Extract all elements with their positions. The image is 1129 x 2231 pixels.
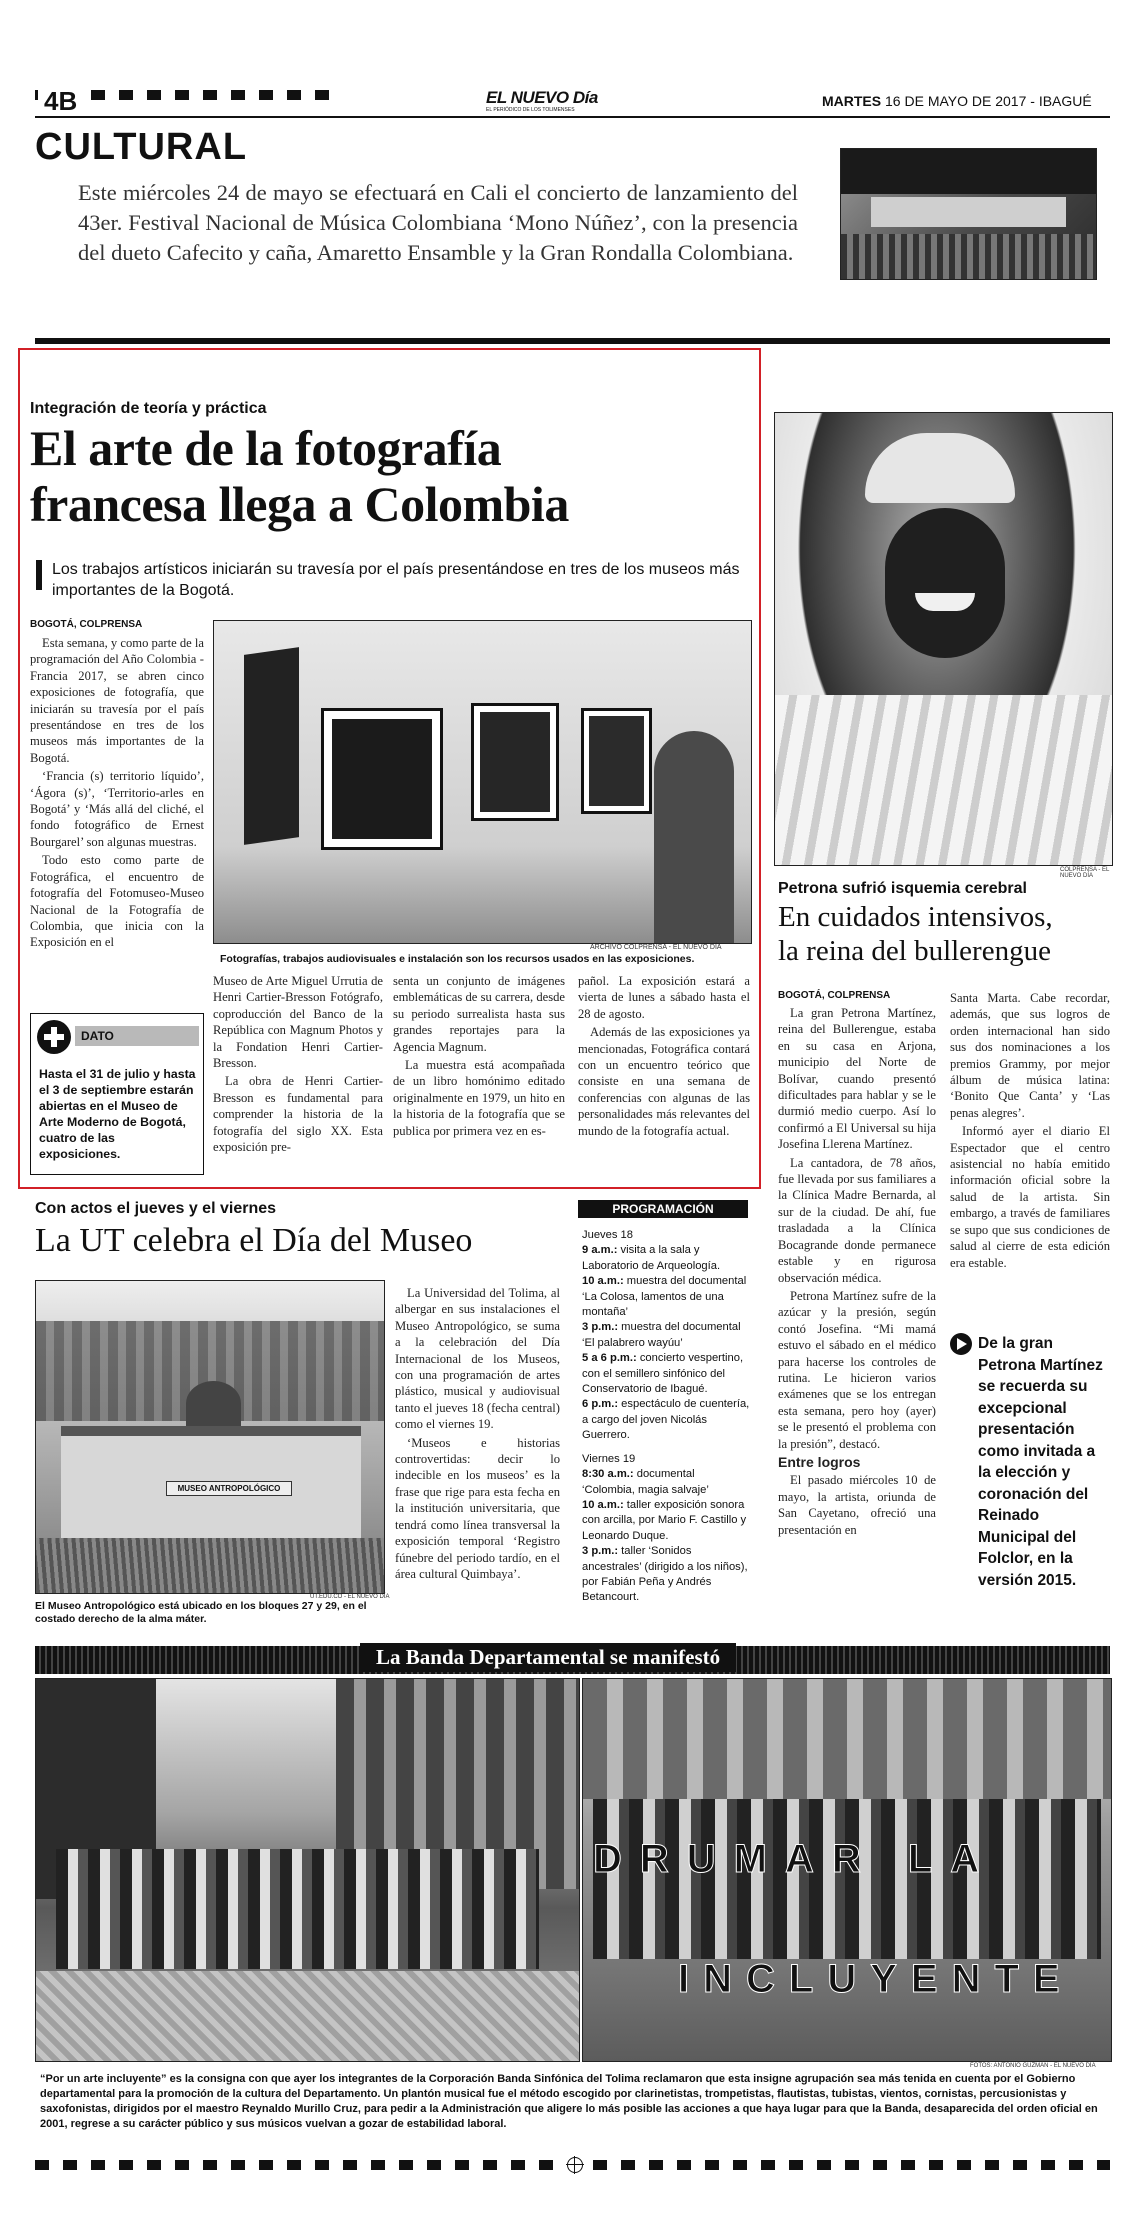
frame-shape: [244, 647, 299, 845]
petrona-photo-credit: COLPRENSA - EL NUEVO DÍA: [1060, 867, 1110, 879]
schedule-item: [582, 1544, 750, 1606]
schedule-time: 10 a.m.:: [582, 1275, 624, 1288]
photo-headline: [30, 420, 569, 532]
photo-col3: [393, 973, 565, 1141]
schedule-text: visita a la sala y Laboratorio de Arqueología.: [582, 1244, 721, 1272]
schedule-day: Jueves 18: [582, 1229, 633, 1241]
headwrap-shape: [865, 433, 1015, 503]
photo-headline-line1: El arte de la fotografía: [30, 420, 502, 476]
smile-shape: [915, 593, 975, 611]
schedule-item: [582, 1320, 750, 1351]
paragraph: Museo de Arte Miguel Urrutia de Henri Cartier-Bresson Fotógrafo, coproducción del Banco de la República con Magnum Photos y la Fondation Henri Cartier-Bresson.: [213, 974, 383, 1071]
band-title: La Banda Departamental se manifestó: [360, 1643, 736, 1672]
musicians-shape: [56, 1849, 539, 1969]
paragraph: Además de las exposiciones ya mencionadas, Fotográfica contará con un encuentro teórico que consiste en una semana de conferencias con algunas de las personalidades más relevantes del mundo de la fotografía actual.: [578, 1025, 750, 1138]
paragraph: Informó ayer el diario El Espectador que el centro asistencial no había emitido información oficial sobre la salud de la artista. Sin embargo, a través de familiares se supo que sus condiciones de salud al cierre de esta edición era estable.: [950, 1124, 1110, 1270]
schedule-time: 5 a 6 p.m.:: [582, 1352, 637, 1365]
photo-kicker: Integración de teoría y práctica: [30, 400, 267, 417]
museum-body: [395, 1285, 560, 1584]
visitor-figure: [654, 731, 734, 943]
tree-shape: [186, 1381, 241, 1426]
photo-col2: [213, 973, 383, 1157]
gallery-caption: Fotografías, trabajos audiovisuales e instalación son los recursos usados en las exposiciones.: [220, 953, 695, 965]
schedule-text: taller exposición sonora con arcilla, por Mario F. Castillo y Leonardo Duque.: [582, 1498, 747, 1542]
face-shape: [885, 508, 1005, 658]
dato-cross-icon: [37, 1020, 71, 1054]
schedule-time: 9 a.m.:: [582, 1244, 618, 1257]
footer-checker-left: [35, 2160, 555, 2170]
gallery-photo-credit: ARCHIVO COLPRENSA - EL NUEVO DÍA: [590, 944, 722, 951]
header-rule: [35, 116, 1110, 118]
dress-shape: [775, 695, 1112, 865]
dato-box: [30, 1013, 204, 1175]
brief-bottom-rule: [35, 338, 1110, 344]
paragraph: La muestra está acompañada de un libro homónimo editado originalmente en 1979, un hito en la historia de la fotografía que se publica por primera vez en es-: [393, 1058, 565, 1138]
museum-caption: El Museo Antropológico está ubicado en los bloques 27 y 29, en el costado derecho de la alma máter.: [35, 1600, 367, 1625]
schedule-item: [582, 1243, 750, 1274]
paragraph: Todo esto como parte de Fotográfica, el encuentro de fotografía del Fotomuseo-Museo Nacional de la Fotografía de Colombia, que inicia con la Exposición en el: [30, 853, 204, 950]
photo-col1: [30, 635, 204, 953]
paragraph: La gran Petrona Martínez, reina del Bullerengue, estaba en su casa en Arjona, municipio del Norte de Bolívar, cuando presentó dificultades para hablar y se le durmió medio cuerpo. Así lo confirmó a El Universal su hija Josefina Llerena Martínez.: [778, 1006, 936, 1152]
schedule-text: concierto vespertino, con el semillero sinfónico del Conservatorio de Ibagué.: [582, 1352, 744, 1396]
museum-photo: [35, 1280, 385, 1594]
sign-text-bottom: INCLUYENTE: [678, 1957, 1074, 2001]
schedule-text: muestra del documental ‘El palabrero wayúu’: [582, 1321, 741, 1349]
museum-sign: MUSEO ANTROPOLÓGICO: [166, 1481, 292, 1496]
dato-label: DATO: [75, 1026, 199, 1046]
petrona-col1: [778, 1005, 936, 1540]
band-caption: “Por un arte incluyente” es la consigna con que ayer los integrantes de la Corporación Banda Sinfónica del Tolima reclamaron que esta insigne agrupación sea más tenida en cuenta por el Gobierno departamental para la promoción de la cultura del Departamento. Un plantón musical fue el método escogido por clarinetistas, trompetistas, flautistas, tubistas, vientos, cornistas, percusionistas y saxofonistas, dirigidos por el maestro Reynaldo Murillo Cruz, para pedir a la Administración que aligere lo más posible las acciones a que haya lugar para que la Banda, desaparecida del orden oficial en 2001, regrese a su carácter público y sus músicos vuelvan a gozar de estabilidad laboral.: [40, 2073, 1098, 2130]
photo-col4: [578, 973, 750, 1141]
petrona-photo: [774, 412, 1113, 866]
paragraph: La obra de Henri Cartier-Bresson es fundamental para comprender la historia de la fotografía del siglo XX. Esta exposición pre-: [213, 1074, 383, 1155]
petrona-callout: De la gran Petrona Martínez se recuerda su excepcional presentación como invitada a la elección y coronación del Reinado Municipal del Folclor, en la versión 2015.: [978, 1335, 1103, 1589]
registration-mark-icon: [567, 2157, 583, 2173]
sign-text-top: DRUMAR LA: [593, 1837, 998, 1881]
paragraph: Santa Marta. Cabe recordar, además, que sus logros de orden internacional han sido sus dos nominaciones a los premios Grammy, por mejor álbum de música latina: ‘Bonito Que Canta’ y ‘Las penas alegres’.: [950, 991, 1110, 1120]
deck-marker: [36, 560, 42, 590]
paragraph: pañol. La exposición estará a vierta de lunes a sábado hasta el 28 de agosto.: [578, 974, 750, 1021]
paragraph: ‘Museos e historias controvertidas: decir lo indecible en los museos’ es la frase que rige para esta fecha en la institución universitaria, que tendrá como línea transversal la exposición temporal ‘Registro fúnebre del periodo tardío, en el área cultural Quimbaya’.: [395, 1435, 560, 1581]
photo-deck: Los trabajos artísticos iniciarán su travesía por el país presentándose en tres de los museos más importantes de la Bogotá.: [52, 561, 740, 599]
schedule: [582, 1228, 750, 1606]
schedule-item: [582, 1397, 750, 1443]
museum-kicker: Con actos el jueves y el viernes: [35, 1200, 277, 1217]
schedule-item: [582, 1351, 750, 1397]
page-number: 4B: [38, 86, 83, 117]
museum-photo-credit: UT.EDU.CO - EL NUEVO DÍA: [310, 1594, 390, 1600]
schedule-text: espectáculo de cuentería, a cargo del joven Nicolás Guerrero.: [582, 1398, 750, 1442]
petrona-headline: [778, 900, 1053, 968]
schedule-time: 6 p.m.:: [582, 1398, 619, 1411]
paragraph: La cantadora, de 78 años, fue llevada por sus familiares a la Clínica Madre Bernarda, al sur de la ciudad. De ahí, fue trasladada a la Clínica Bocagrande donde permanece estable y en rigurosa observación médica.: [778, 1155, 936, 1285]
gallery-photo: [213, 620, 752, 944]
photo-headline-line2: francesa llega a Colombia: [30, 476, 569, 532]
schedule-item: [582, 1498, 750, 1544]
petrona-col2: [950, 990, 1110, 1273]
schedule-time: 10 a.m.:: [582, 1498, 624, 1511]
issue-date: [822, 93, 1092, 109]
date-rest: 16 DE MAYO DE 2017 - IBAGUÉ: [885, 93, 1092, 109]
frame-shape: [474, 706, 556, 818]
schedule-text: muestra del documental ‘La Colosa, lamentos de una montaña’: [582, 1275, 747, 1319]
schedule-day: Viernes 19: [582, 1452, 636, 1465]
band-photo-left: [35, 1678, 580, 2062]
schedule-time: 3 p.m.:: [582, 1321, 619, 1334]
building-shape: [583, 1679, 1111, 1799]
schedule-time: 3 p.m.:: [582, 1545, 619, 1558]
top-brief-text: Este miércoles 24 de mayo se efectuará en Cali el concierto de lanzamiento del 43er. Festival Nacional de Música Colombiana ‘Mono Núñez’, con la presencia del dueto Cafecito y caña, Amaretto Ensamble y la Gran Rondalla Colombiana.: [78, 180, 798, 265]
paragraph: senta un conjunto de imágenes emblemáticas de su carrera, desde su periodo surrealista hasta sus grandes reportajes para la Agencia Magnum.: [393, 974, 565, 1054]
petrona-subhead: Entre logros: [778, 1453, 861, 1470]
photo-dateline: BOGOTÁ, COLPRENSA: [30, 619, 143, 630]
paragraph: La Universidad del Tolima, al albergar en sus instalaciones el Museo Antropológico, se suma a la celebración del Día Internacional de los Museos, con una programación de artes plástico, musical y audiovisual tanto el jueves 18 (fecha central) como el viernes 19.: [395, 1286, 560, 1432]
schedule-text: taller ‘Sonidos ancestrales’ (dirigido a los niños), por Fabián Peña y Andrés Betancourt.: [582, 1545, 748, 1604]
schedule-time: 8:30 a.m.:: [582, 1468, 634, 1481]
schedule-item: [582, 1274, 750, 1320]
petrona-dateline: BOGOTÁ, COLPRENSA: [778, 990, 891, 1001]
paragraph: Petrona Martínez sufre de la azúcar y la presión, según contó Josefina. “Mi mamá estuvo el sábado en el médico para hacerse los controles de rutina. Le hicieron varios exámenes que se los entregan esta semana, pero hoy (ayer) se le presentó el problema con la presión”, destacó.: [778, 1288, 936, 1451]
masthead-logo: EL NUEVO Día: [486, 88, 598, 107]
programacion-label: PROGRAMACIÓN: [578, 1200, 748, 1218]
concert-photo: [840, 148, 1097, 280]
date-day: MARTES: [822, 93, 882, 109]
schedule-text: documental ‘Colombia, magia salvaje’: [582, 1468, 709, 1496]
paragraph: El pasado miércoles 10 de mayo, la artista, oriunda de San Cayetano, ofreció una presentación en: [778, 1473, 936, 1537]
petrona-headline-line2: la reina del bullerengue: [778, 935, 1051, 967]
petrona-kicker: Petrona sufrió isquemia cerebral: [778, 880, 1027, 897]
grass-shape: [36, 1538, 384, 1593]
paragraph: ‘Francia (s) territorio líquido’, ‘Ágora (s)’, ‘Territorio-arles en Bogotá’ y ‘Más allá del cliché, el fondo fotográfico de Ernest Bourgarel’ son algunas muestras.: [30, 769, 204, 849]
museum-headline: La UT celebra el Día del Museo: [35, 1222, 473, 1259]
footer-checker-right: [593, 2160, 1110, 2170]
dato-text: Hasta el 31 de julio y hasta el 3 de septiembre estarán abiertas en el Museo de Arte Moderno de Bogotá, cuatro de las exposiciones.: [39, 1067, 196, 1161]
arrow-right-icon: [950, 1333, 972, 1355]
petrona-headline-line1: En cuidados intensivos,: [778, 901, 1053, 933]
paragraph: Esta semana, y como parte de la programación del Año Colombia - Francia 2017, se abren cinco exposiciones de fotografía, que iniciarán su travesía por el país presentándose en tres de los museos más importantes de la Bogotá.: [30, 636, 204, 765]
frame-shape: [324, 711, 440, 847]
section-title: CULTURAL: [35, 126, 248, 168]
band-photo-right: [582, 1678, 1112, 2062]
frame-shape: [584, 711, 649, 811]
masthead-tagline: EL PERIÓDICO DE LOS TOLIMENSES: [486, 107, 575, 113]
schedule-item: [582, 1467, 750, 1498]
band-photo-credit: FOTOS: ANTONIO GUZMÁN - EL NUEVO DÍA: [970, 2063, 1096, 2069]
plaza-shape: [36, 1971, 579, 2061]
